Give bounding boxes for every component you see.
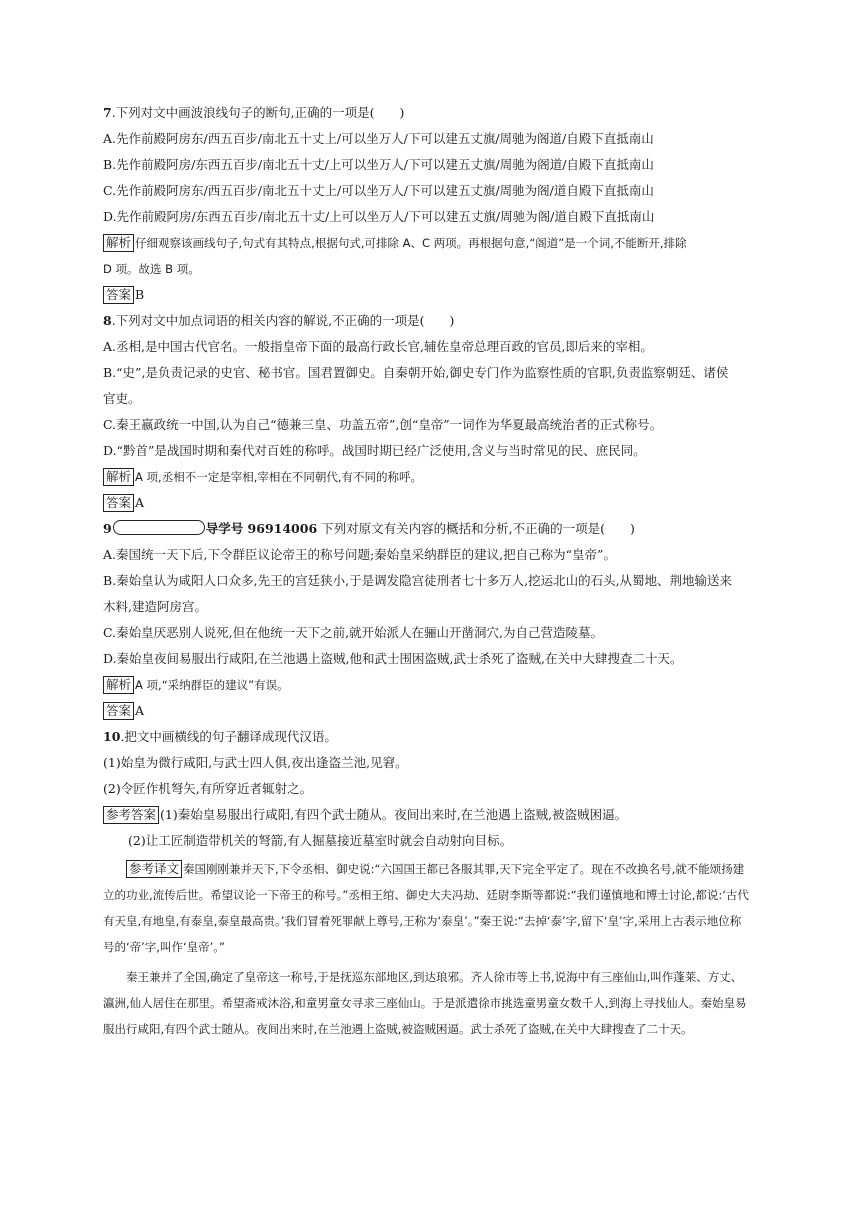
translation-paragraph-1 [103, 856, 751, 960]
q8-option-d: D.“黔首”是战国时期和秦代对百姓的称呼。战国时期已经广泛使用,含义与当时常见的民、庶民同。 [103, 443, 646, 458]
jiexi-tag: 解析 [103, 234, 134, 252]
blank-pill-icon [113, 520, 205, 535]
q8-explanation [103, 464, 751, 490]
q9-answer [103, 698, 751, 724]
q8-option-c: C.秦王嬴政统一中国,认为自己“德兼三皇、功盖五帝”,创“皇帝”一词作为华夏最高统治者的正式称号。 [103, 417, 663, 432]
q10-stem-text: .把文中画横线的句子翻译成现代汉语。 [120, 729, 337, 744]
translation-text-1: 秦国刚刚兼并天下,下令丞相、御史说:“六国国王都已各服其罪,天下完全平定了。现在不改换名号,就不能颂扬建立的功业,流传后世。希望议论一下帝王的称号。”丞相王绾、御史大夫冯劫、廷尉李斯等都说:“我们谨慎地和博士讨论,都说:‘古代有天皇,有地皇,有泰皇,泰皇最高贵。’我们冒着死罪献上尊号,王称为‘泰皇’。”秦王说:“去掉‘泰’字,留下‘皇’字,采用上古表示地位称号的‘帝’字,叫作‘皇帝’。” [103, 862, 749, 954]
q8-answer-value: A [135, 495, 145, 510]
worksheet-page [103, 100, 751, 1042]
jiexi-tag: 解析 [103, 676, 134, 694]
q7-option-a: A.先作前殿阿房东/西五百步/南北五十丈上/可以坐万人/下可以建五丈旗/周驰为阁道/自殿下直抵南山 [103, 131, 654, 146]
answer-tag: 答案 [103, 494, 134, 512]
q7-answer-value: B [135, 287, 145, 302]
q9-guide-number: 导学号 96914006 [205, 521, 318, 536]
q9-stem [103, 516, 751, 542]
q9-number: 9 [103, 521, 112, 536]
q10-answer-1: (1)秦始皇易服出行咸阳,有四个武士随从。夜间出来时,在兰池遇上盗贼,被盗贼困逼。 [160, 807, 628, 822]
q10-number: 10 [103, 729, 121, 744]
translation-tag: 参考译文 [126, 860, 182, 878]
q8-stem-text: .下列对文中加点词语的相关内容的解说,不正确的一项是( ) [111, 313, 455, 328]
q8-number: 8 [103, 313, 112, 328]
answer-tag: 答案 [103, 702, 134, 720]
q9-option-c: C.秦始皇厌恶别人说死,但在他统一天下之前,就开始派人在骊山开凿洞穴,为自己营造陵墓。 [103, 625, 604, 640]
q8-option-b-cont: 官吏。 [103, 391, 141, 406]
q7-stem-text: .下列对文中画波浪线句子的断句,正确的一项是( ) [111, 105, 405, 120]
q10-sentence-1: (1)始皇为微行咸阳,与武士四人俱,夜出逢盗兰池,见窘。 [103, 755, 408, 770]
reference-answer-tag: 参考答案 [103, 806, 159, 824]
q9-option-a: A.秦国统一天下后,下令群臣议论帝王的称号问题;秦始皇采纳群臣的建议,把自己称为“皇帝”。 [103, 547, 616, 562]
q10-sentence-2: (2)令匠作机弩矢,有所穿近者辄射之。 [103, 781, 313, 796]
q8-answer [103, 490, 751, 516]
q9-explanation-text: A 项,“采纳群臣的建议”有误。 [135, 678, 289, 692]
q7-option-d: D.先作前殿阿房/东西五百步/南北五十丈/上可以坐万人/下可以建五丈旗/周驰为阁/道自殿下直抵南山 [103, 209, 655, 224]
q7-option-c: C.先作前殿阿房东/西五百步/南北五十丈上/可以坐万人/下可以建五丈旗/周驰为阁/道自殿下直抵南山 [103, 183, 654, 198]
q8-option-b: B.“史”,是负责记录的史官、秘书官。国君置御史。自秦朝开始,御史专门作为监察性质的官职,负责监察朝廷、诸侯 [103, 365, 729, 380]
q7-number: 7 [103, 105, 112, 120]
q9-option-d: D.秦始皇夜间易服出行咸阳,在兰池遇上盗贼,他和武士围困盗贼,武士杀死了盗贼,在关中大肆搜查二十天。 [103, 651, 683, 666]
q7-explanation-text: 仔细观察该画线句子,句式有其特点,根据句式,可排除 A、C 两项。再根据句意,“阁道”是一个词,不能断开,排除 [135, 236, 687, 250]
q7-stem [103, 100, 751, 126]
q8-explanation-text: A 项,丞相不一定是宰相,宰相在不同朝代,有不同的称呼。 [135, 470, 423, 484]
q8-option-a: A.丞相,是中国古代官名。一般指皇帝下面的最高行政长官,辅佐皇帝总理百政的官员,即后来的宰相。 [103, 339, 653, 354]
answer-tag: 答案 [103, 286, 134, 304]
q10-reference-answer [103, 802, 751, 828]
q10-stem [103, 724, 751, 750]
q10-answer-2: (2)让工匠制造带机关的弩箭,有人掘墓接近墓室时就会自动射向目标。 [128, 833, 513, 848]
q7-explanation [103, 230, 751, 256]
q8-stem [103, 308, 751, 334]
q9-explanation [103, 672, 751, 698]
q7-answer [103, 282, 751, 308]
q9-answer-value: A [135, 703, 145, 718]
q9-stem-text: 下列对原文有关内容的概括和分析,不正确的一项是( ) [317, 521, 635, 536]
q7-explanation-cont: D 项。故选 B 项。 [103, 262, 200, 276]
q9-option-b: B.秦始皇认为咸阳人口众多,先王的宫廷狭小,于是调发隐宫徒刑者七十多万人,挖运北山的石头,从蜀地、荆地输送来 [103, 573, 733, 588]
jiexi-tag: 解析 [103, 468, 134, 486]
translation-paragraph-2: 秦王兼并了全国,确定了皇帝这一称号,于是抚巡东部地区,到达琅邪。齐人徐市等上书,说海中有三座仙山,叫作蓬莱、方丈、瀛洲,仙人居住在那里。希望斋戒沐浴,和童男童女寻求三座仙山。于是派遣徐市挑选童男童女数千人,到海上寻找仙人。秦始皇易服出行咸阳,有四个武士随从。夜间出来时,在兰池遇上盗贼,被盗贼困逼。武士杀死了盗贼,在关中大肆搜查了二十天。 [103, 970, 747, 1036]
q7-option-b: B.先作前殿阿房/东西五百步/南北五十丈/上可以坐万人/下可以建五丈旗/周驰为阁道/自殿下直抵南山 [103, 157, 654, 172]
q9-option-b-cont: 木料,建造阿房宫。 [103, 599, 207, 614]
